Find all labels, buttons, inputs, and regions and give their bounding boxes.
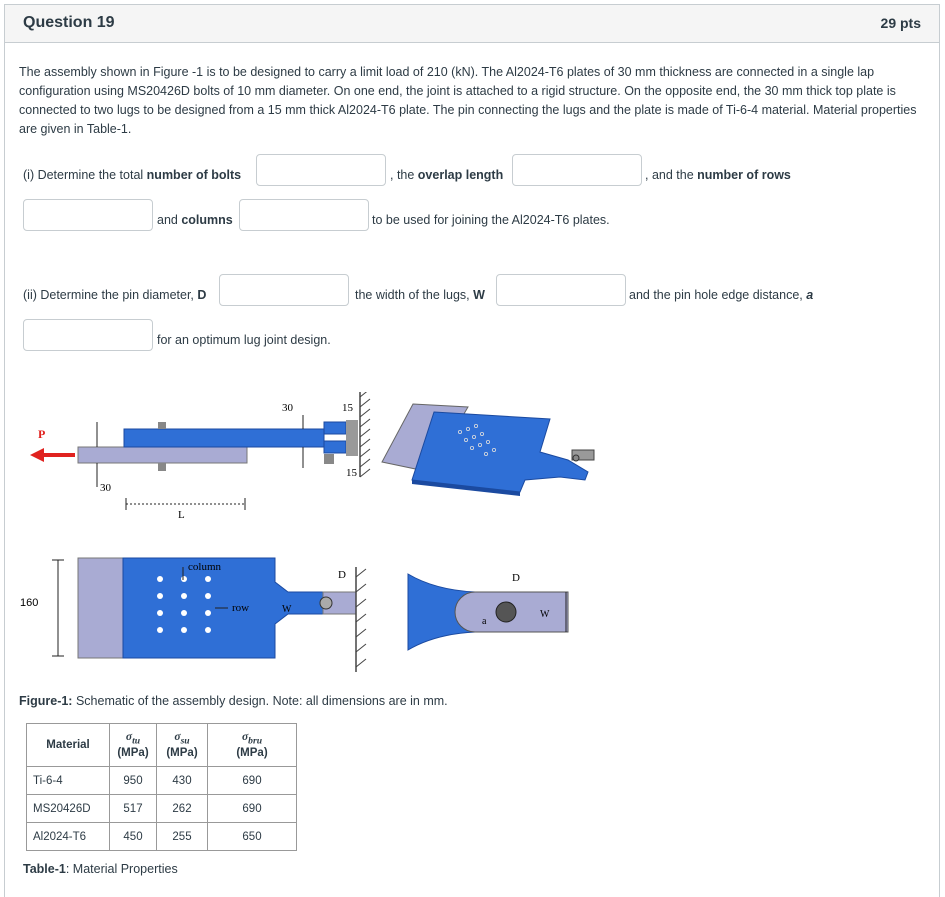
- label-W: W: [282, 604, 292, 615]
- bolt-nut-icon: [158, 463, 166, 471]
- label-a: a: [482, 616, 487, 627]
- label-column: column: [188, 561, 221, 573]
- header-material: Material: [27, 724, 110, 767]
- answer-pin-diameter[interactable]: [219, 274, 349, 306]
- part2-prompt: (ii) Determine the pin diameter, D: [23, 288, 207, 302]
- lug-width-label: the width of the lugs, W: [355, 288, 485, 302]
- bottom-plate-side: [78, 447, 247, 463]
- table-row: MS20426D 517 262 690: [27, 795, 297, 823]
- answer-number-of-bolts[interactable]: [256, 154, 386, 186]
- header-su: $\sigma_{su}$ (MPa): [157, 724, 208, 767]
- table-row: Al2024-T6 450 255 650: [27, 823, 297, 851]
- side-view: [30, 392, 370, 521]
- question-points: 29 pts: [880, 15, 921, 31]
- label-lug-15-top: 15: [342, 402, 353, 414]
- overlap-label: , the overlap length: [390, 168, 504, 182]
- top-view: [20, 558, 366, 672]
- pin-nut-icon: [324, 454, 334, 464]
- answer-number-of-columns[interactable]: [239, 199, 369, 231]
- material-properties-table: [26, 723, 297, 851]
- answer-lug-width[interactable]: [496, 274, 626, 306]
- table-row: Ti-6-4 950 430 690: [27, 767, 297, 795]
- label-lug-15-bottom: 15: [346, 467, 357, 479]
- part1-prompt: (i) Determine the total number of bolts: [23, 168, 242, 182]
- label-thickness-30-bottom: 30: [100, 482, 111, 494]
- lug-detail: [408, 572, 568, 650]
- figure-caption: Figure-1: Schematic of the assembly design. Note: all dimensions are in mm.: [19, 694, 448, 708]
- assembly-figure: [20, 392, 600, 682]
- question-title: Question 19: [23, 14, 115, 31]
- top-plate-side: [124, 429, 324, 447]
- part2-suffix: for an optimum lug joint design.: [157, 333, 331, 347]
- label-L: L: [178, 509, 185, 521]
- header-tu: $\sigma_{tu}$ (MPa): [110, 724, 157, 767]
- bolt-head-icon: [158, 422, 166, 429]
- label-row: row: [232, 602, 250, 614]
- isometric-view: [382, 404, 594, 496]
- answer-number-of-rows[interactable]: [23, 199, 153, 231]
- question-text: The assembly shown in Figure -1 is to be designed to carry a limit load of 210 (kN). The Al2024-T6 plates of 30 mm thickness are connected in a single lap configuration using MS20426D bolts of 10 mm diameter. On one end, the joint is attached to a rigid structure. On the opposite end, the 30 mm thick top plate is connected to two lugs to be designed from a 15 mm thick Al2024-T6 plate. The pin connecting the lugs and the plate is made of Ti-6-4 material. Material properties are given in Table-1.: [19, 65, 917, 136]
- clevis-block: [346, 420, 358, 456]
- label-D: D: [338, 569, 346, 581]
- label-W-detail: W: [540, 609, 550, 620]
- table-header-row: [27, 724, 297, 767]
- table-caption: Table-1: Material Properties: [23, 862, 178, 876]
- columns-label: and columns: [157, 213, 233, 227]
- answer-overlap-length[interactable]: [512, 154, 642, 186]
- rows-label: , and the number of rows: [645, 168, 791, 182]
- load-arrowhead-icon: [30, 448, 44, 462]
- part1-suffix: to be used for joining the Al2024-T6 plates.: [372, 213, 610, 227]
- question-header: [5, 5, 939, 43]
- label-thickness-30-top: 30: [282, 402, 293, 414]
- lower-lug-side: [324, 441, 346, 453]
- answer-edge-distance[interactable]: [23, 319, 153, 351]
- label-160: 160: [20, 597, 39, 609]
- upper-lug-side: [324, 422, 346, 434]
- label-P: P: [38, 427, 46, 441]
- edge-distance-label: and the pin hole edge distance, a: [629, 288, 814, 302]
- label-D-detail: D: [512, 572, 520, 584]
- header-bru: $\sigma_{bru}$ (MPa): [208, 724, 297, 767]
